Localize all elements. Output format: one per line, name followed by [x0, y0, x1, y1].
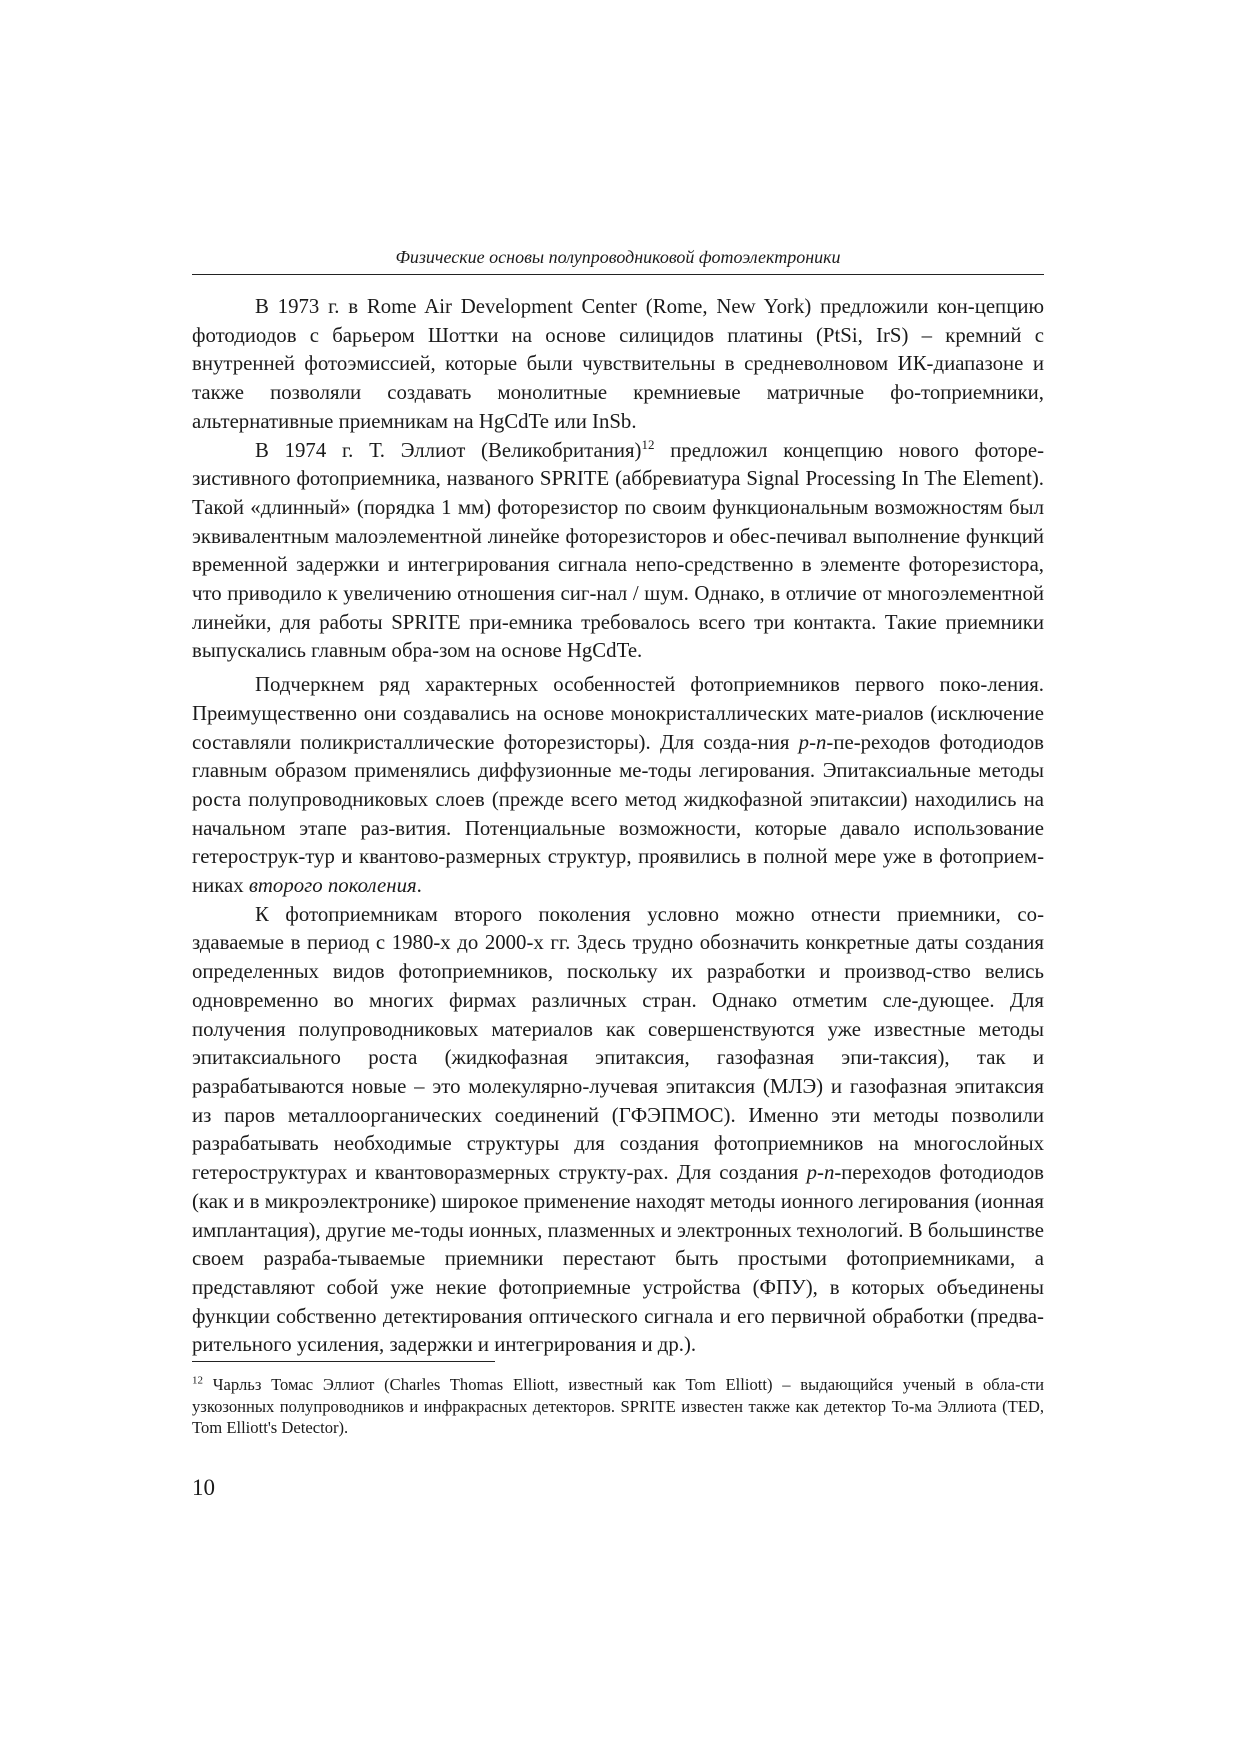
paragraph-4-text-end: -переходов фотодиодов (как и в микроэлектронике) широкое применение находят методы ионного легирования (ионная имплантация), другие ме-тоды ионных, плазменных и электронных технологий. В большинстве своем разраба-тываемые приемники перестают быть простыми фотоприемниками, а представляют собой уже некие фотоприемные устройства (ФПУ), в которых объединены функции собственно детектирования оптического сигнала и его первичной обработки (предва-рительного усиления, задержки и интегрирования и др.). — [192, 1161, 1044, 1357]
paragraph-3-text-start: Подчеркнем ряд характерных особенностей фотоприемников первого поко-ления. Преимущественно они создавались на основе монокристаллических мате-риалов (исключение составляли поликристаллические фоторезисторы). Для созда-ния — [192, 673, 1044, 754]
footnote-reference[interactable]: 12 — [641, 436, 655, 452]
header-rule — [192, 274, 1044, 275]
paragraph-2-text-end: предложил концепцию нового фоторе-зистивного фотоприемника, названого SPRITE (аббревиатура Signal Processing In The Element). Такой «длинный» (порядка 1 мм) фоторезистор по своим функциональным возможностям был эквивалентным малоэлементной линейке фоторезисторов и обес-печивал выполнение функций временной задержки и интегрирования сигнала непо-средственно в элементе фоторезистора, что приводило к увеличению отношения сиг-нал / шум. Однако, в отличие от многоэлементной линейки, для работы SPRITE при-емника требовалось всего три контакта. Такие приемники выпускались главным обра-зом на основе HgCdTe. — [192, 438, 1044, 663]
body-text — [192, 293, 1044, 1360]
pn-junction-term: p-n — [798, 730, 827, 754]
footnote-number: 12 — [192, 1374, 203, 1387]
paragraph-3 — [192, 671, 1044, 901]
paragraph-2 — [192, 437, 1044, 667]
paragraph-1 — [192, 293, 1044, 437]
paragraph-2-text-start: В 1974 г. Т. Эллиот (Великобритания) — [255, 438, 642, 462]
page-number: 10 — [192, 1475, 215, 1500]
second-generation-term: второго поколения — [248, 874, 417, 898]
running-header: Физические основы полупроводниковой фотоэлектроники — [395, 247, 841, 267]
paragraph-4 — [192, 901, 1044, 1360]
pn-junction-term: p-n — [806, 1161, 835, 1185]
footnote-rule — [192, 1361, 495, 1362]
paragraph-1-text: В 1973 г. в Rome Air Development Center (Rome, New York) предложили кон-цепцию фотодиодов с барьером Шоттки на основе силицидов платины (PtSi, IrS) – кремний с внутренней фотоэмиссией, которые были чувствительны в средневолновом ИК-диапазоне и также позволяли создавать монолитные кремниевые матричные фо-топриемники, альтернативные приемникам на HgCdTe или InSb. — [192, 295, 1044, 433]
paragraph-3-text-end: . — [416, 874, 422, 898]
footnote — [192, 1374, 1044, 1439]
paragraph-4-text-start: К фотоприемникам второго поколения условно можно отнести приемники, со-здаваемые в период с 1980-х до 2000-х гг. Здесь трудно обозначить конкретные даты создания определенных видов фотоприемников, поскольку их разработки и производ-ство велись одновременно во многих фирмах различных стран. Однако отметим сле-дующее. Для получения полупроводниковых материалов как совершенствуются уже известные методы эпитаксиального роста (жидкофазная эпитаксия, газофазная эпи-таксия), так и разрабатываются новые – это молекулярно-лучевая эпитаксия (МЛЭ) и газофазная эпитаксия из паров металлоорганических соединений (ГФЭПМОС). Именно эти методы позволили разрабатывать необходимые структуры для создания фотоприемников на многослойных гетероструктурах и квантоворазмерных структу-рах. Для создания — [192, 902, 1044, 1185]
footnote-text: Чарльз Томас Эллиот (Charles Thomas Elliott, известный как Tom Elliott) – выдающийся ученый в обла-сти узкозонных полупроводников и инфракрасных детекторов. SPRITE известен также как детектор То-ма Эллиота (TED, Tom Elliott's Detector). — [192, 1375, 1044, 1437]
paragraph-3-text-middle: -пе-реходов фотодиодов главным образом применялись диффузионные ме-тоды легирования. Эпитаксиальные методы роста полупроводниковых слоев (прежде всего метод жидкофазной эпитаксии) находились на начальном этапе раз-вития. Потенциальные возможности, которые давало использование гетерострук-тур и квантово-размерных структур, проявились в полной мере уже в фотоприем-никах — [192, 730, 1044, 898]
